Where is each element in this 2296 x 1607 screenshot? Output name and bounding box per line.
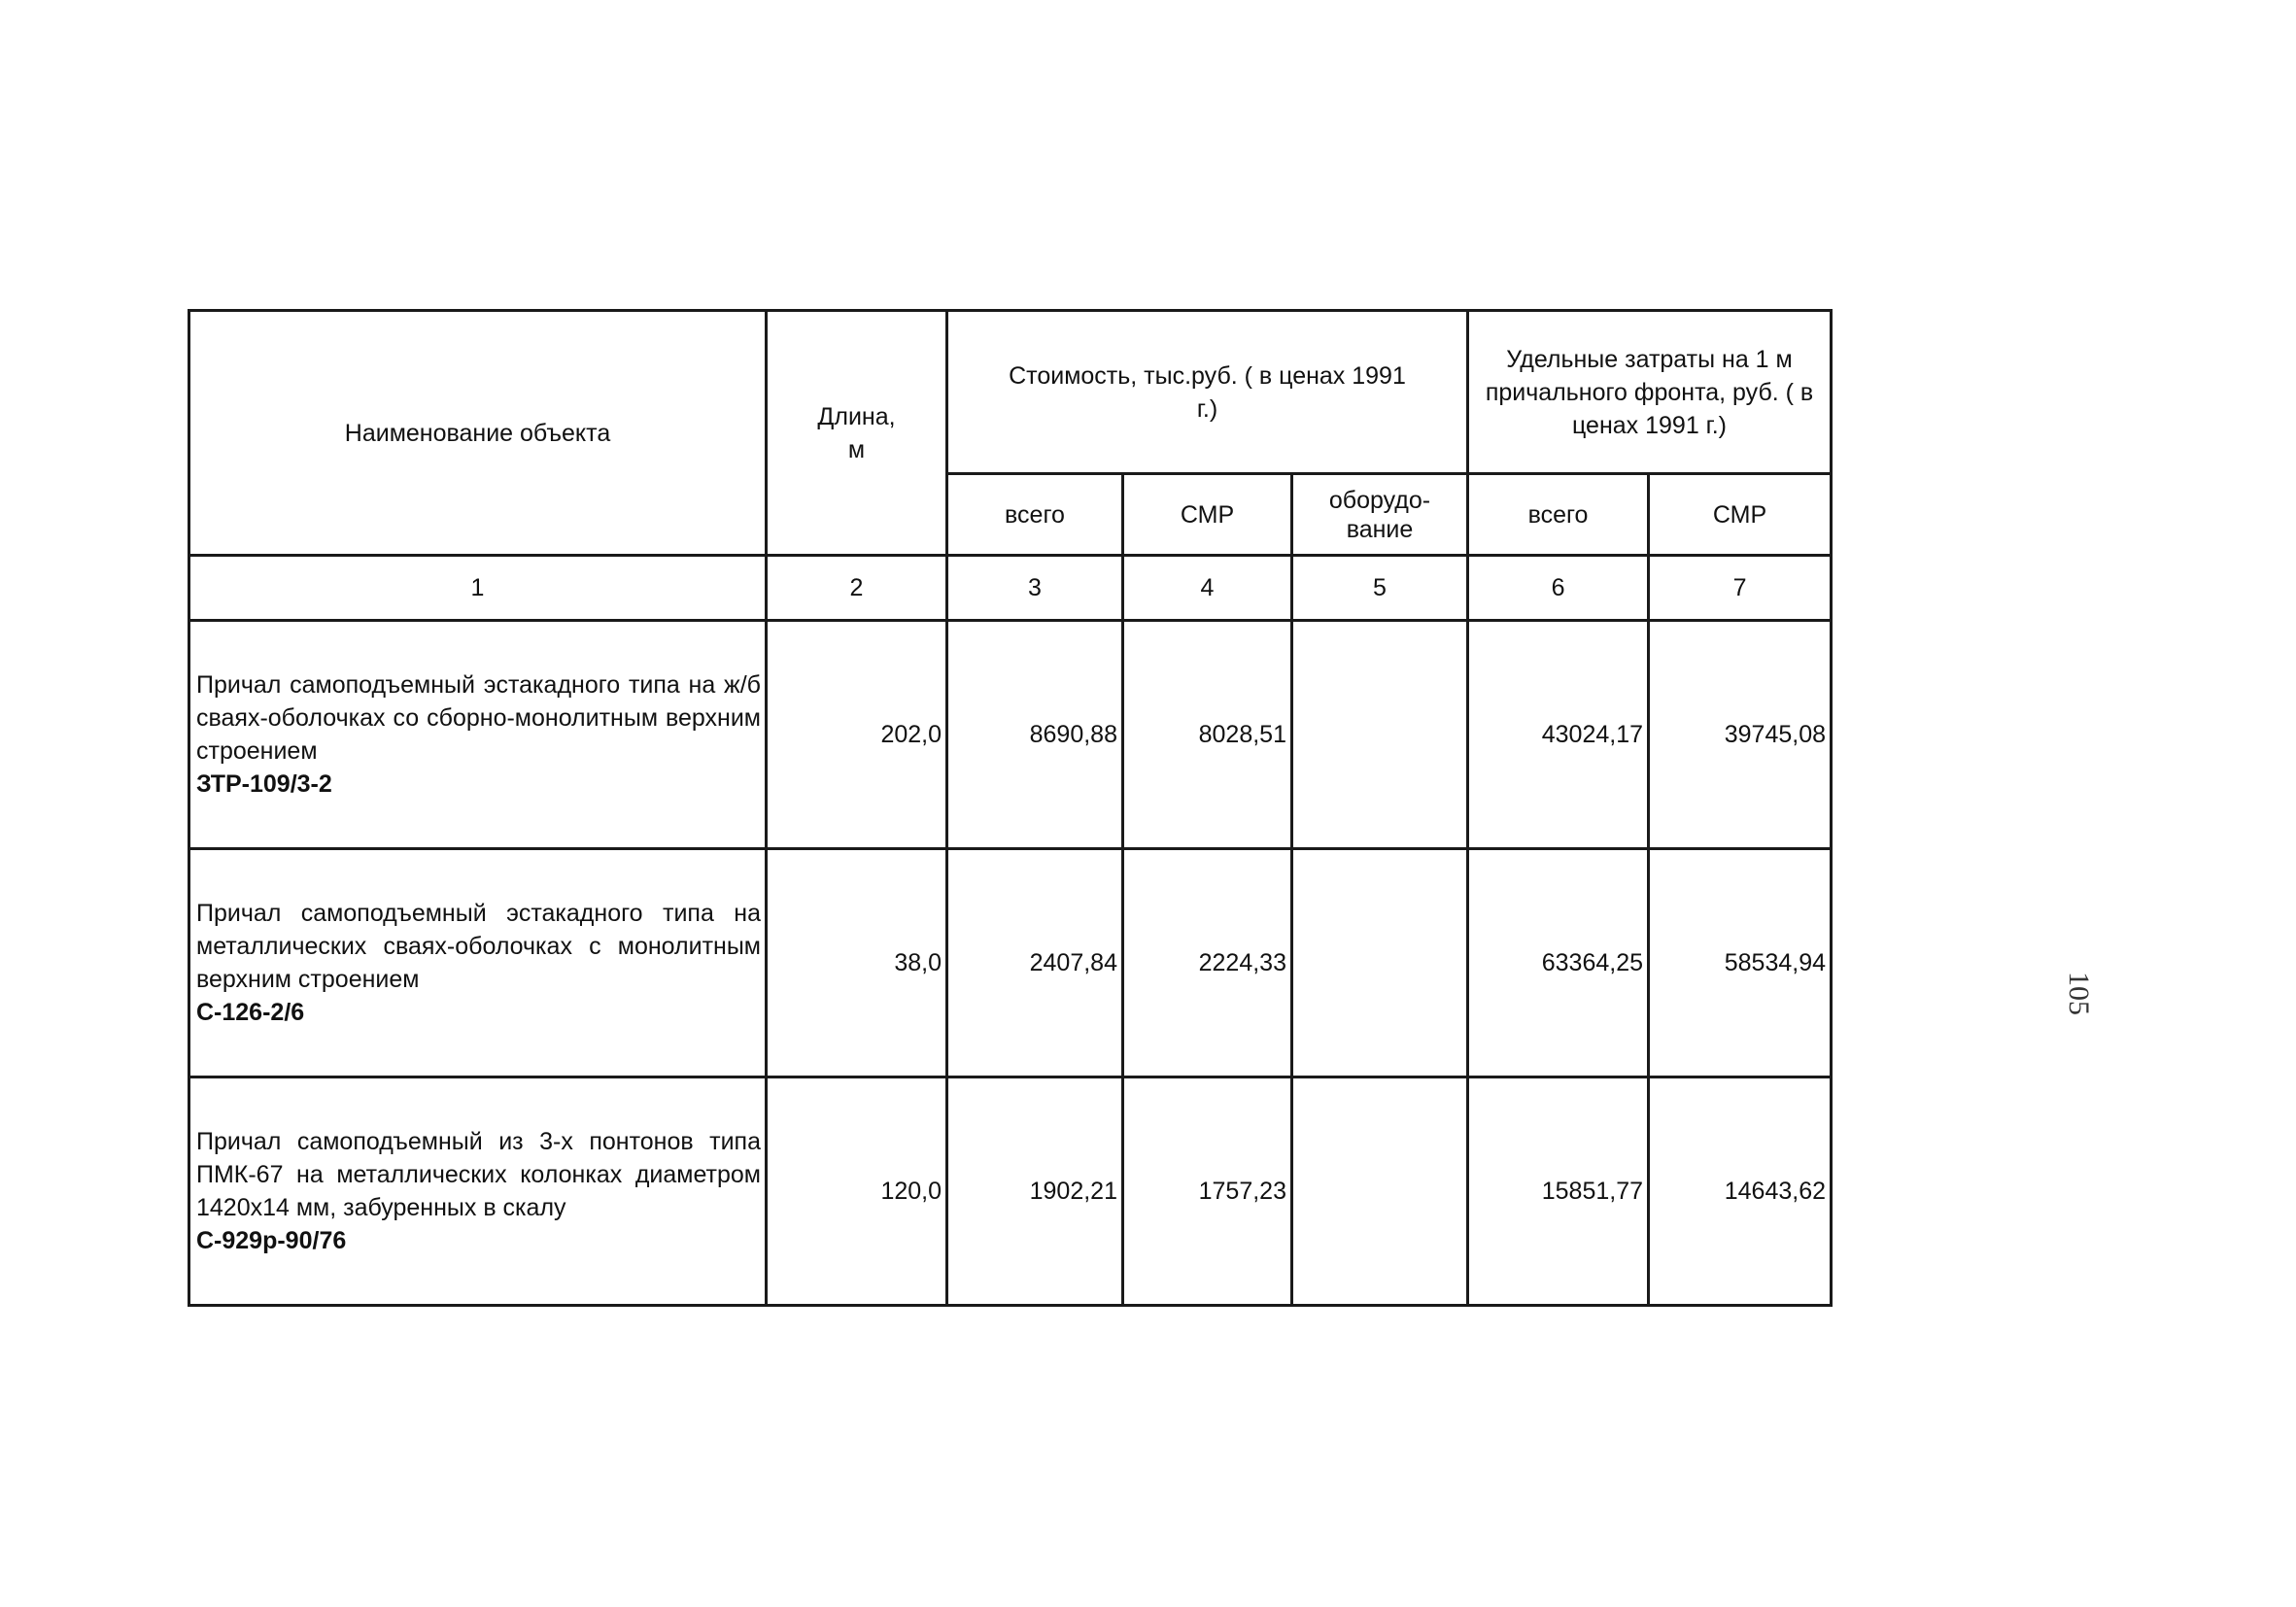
column-number-row bbox=[189, 556, 1832, 621]
unit-total-value: 63364,25 bbox=[1468, 849, 1649, 1077]
cost-total-value: 2407,84 bbox=[947, 849, 1123, 1077]
object-code: С-929р-90/76 bbox=[196, 1227, 347, 1254]
unit-smr-value: 58534,94 bbox=[1649, 849, 1832, 1077]
object-code: С-126-2/6 bbox=[196, 999, 305, 1026]
cost-smr-value: 8028,51 bbox=[1123, 621, 1292, 849]
column-number-4: 4 bbox=[1123, 556, 1292, 621]
header-unit-smr: СМР bbox=[1649, 474, 1832, 556]
cost-equipment-value bbox=[1292, 621, 1468, 849]
object-code: ЗТР-109/3-2 bbox=[196, 770, 332, 798]
table-row bbox=[189, 621, 1832, 849]
header-length: Длина, м bbox=[767, 311, 947, 556]
unit-total-value: 43024,17 bbox=[1468, 621, 1649, 849]
column-number-1: 1 bbox=[189, 556, 767, 621]
cost-smr-value: 1757,23 bbox=[1123, 1077, 1292, 1306]
header-unit-total: всего bbox=[1468, 474, 1649, 556]
column-number-2: 2 bbox=[767, 556, 947, 621]
header-cost-smr: СМР bbox=[1123, 474, 1292, 556]
header-name: Наименование объекта bbox=[189, 311, 767, 556]
column-number-7: 7 bbox=[1649, 556, 1832, 621]
object-name: Причал самоподъемный эстакадного типа на металлических сваях-оболочках с монолитным верхним строением bbox=[196, 900, 761, 993]
page-number: 105 bbox=[2063, 972, 2095, 1015]
cost-total-value: 1902,21 bbox=[947, 1077, 1123, 1306]
table-row bbox=[189, 1077, 1832, 1306]
object-name-cell bbox=[189, 1077, 767, 1306]
unit-smr-value: 14643,62 bbox=[1649, 1077, 1832, 1306]
header-row-1 bbox=[189, 311, 1832, 474]
column-number-6: 6 bbox=[1468, 556, 1649, 621]
cost-equipment-value bbox=[1292, 849, 1468, 1077]
object-name: Причал самоподъемный эстакадного типа на ж/б сваях-оболочках со сборно-монолитным верхним строением bbox=[196, 671, 761, 765]
cost-table bbox=[188, 309, 1833, 1307]
header-cost-group: Стоимость, тыс.руб. ( в ценах 1991 г.) bbox=[947, 311, 1468, 474]
unit-total-value: 15851,77 bbox=[1468, 1077, 1649, 1306]
column-number-5: 5 bbox=[1292, 556, 1468, 621]
cost-equipment-value bbox=[1292, 1077, 1468, 1306]
object-name-cell bbox=[189, 621, 767, 849]
header-cost-equipment: оборудо-вание bbox=[1292, 474, 1468, 556]
length-value: 38,0 bbox=[767, 849, 947, 1077]
column-number-3: 3 bbox=[947, 556, 1123, 621]
header-cost-total: всего bbox=[947, 474, 1123, 556]
cost-smr-value: 2224,33 bbox=[1123, 849, 1292, 1077]
table-row bbox=[189, 849, 1832, 1077]
length-value: 120,0 bbox=[767, 1077, 947, 1306]
unit-smr-value: 39745,08 bbox=[1649, 621, 1832, 849]
header-unit-cost-group: Удельные затраты на 1 м причального фронта, руб. ( в ценах 1991 г.) bbox=[1468, 311, 1832, 474]
cost-total-value: 8690,88 bbox=[947, 621, 1123, 849]
length-value: 202,0 bbox=[767, 621, 947, 849]
object-name: Причал самоподъемный из 3-х понтонов типа ПМК-67 на металлических колонках диаметром 1420х14 мм, забуренных в скалу bbox=[196, 1128, 761, 1221]
object-name-cell bbox=[189, 849, 767, 1077]
